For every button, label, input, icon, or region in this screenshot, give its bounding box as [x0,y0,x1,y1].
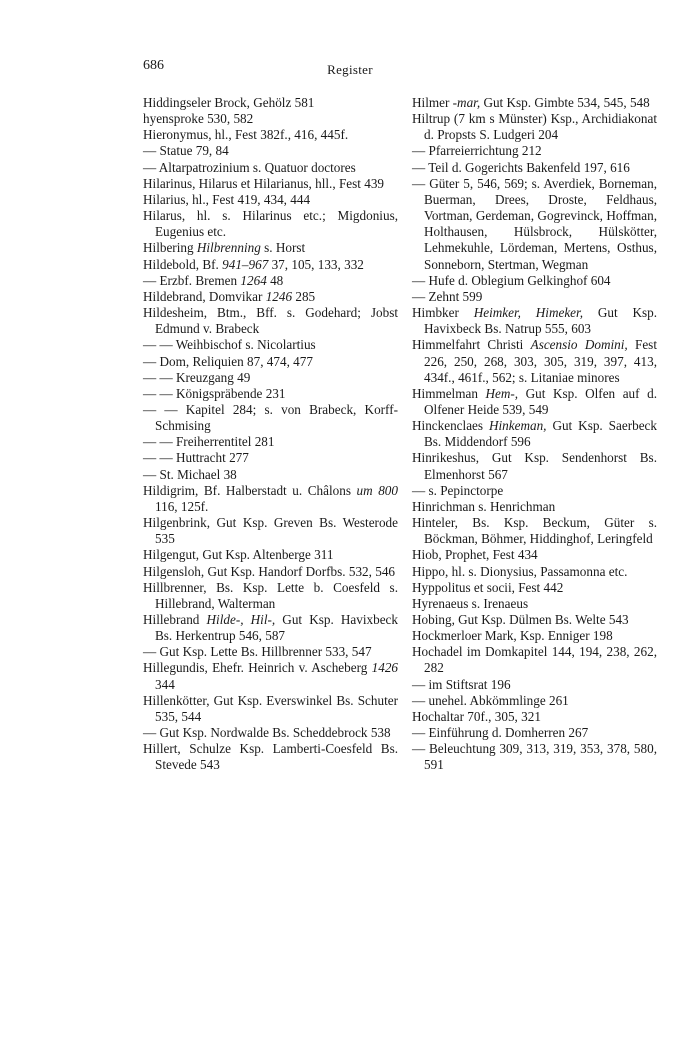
index-entry [412,709,657,725]
entry-text: Gut Ksp. Saerbeck Bs. Middendorf 596 [424,418,657,450]
page-number: 686 [143,58,164,73]
entry-text: — Güter 5, 546, 569; s. Averdiek, Borneman, Buerman, Drees, Droste, Feldhaus, Vortman, Gerdeman, Gogrevinck, Hoffman, Holthausen, Hülsbrock, Hülskötter, Lehmekuhle, Lördeman, Mertens, Osthus, Sonneborn, Stertman, Wegman [412,175,657,272]
entry-text: Gut Ksp. Havixbeck Bs. Natrup 555, 603 [424,305,657,337]
italic-term: 1426 [371,660,398,676]
index-entry [143,354,398,370]
entry-text: 48 [266,272,284,288]
index-entry [143,467,398,483]
entry-text: Gut Ksp. Olfen auf d. Olfener Heide 539, 549 [424,385,657,417]
index-entry [412,612,657,628]
italic-term: -mar, [452,95,481,110]
italic-term: Hem-, [485,385,519,401]
entry-text: Hiltrup (7 km s Münster) Ksp., Archidiakonat d. Propsts S. Ludgeri 204 [412,111,657,143]
italic-term: Ascensio Domini, [530,337,628,353]
index-entry [143,370,398,386]
entry-text: — — Königspräbende 231 [143,385,286,401]
index-entry [143,693,398,725]
index-entry [143,273,398,289]
entry-text: Hilarinus, Hilarus et Hilarianus, hll., Fest 439 [143,175,385,191]
index-entry [412,564,657,580]
entry-text: Hildigrim, Bf. Halberstadt u. Châlons [143,482,357,498]
entry-text: — Pfarreierrichtung 212 [412,143,542,159]
index-entry [412,628,657,644]
index-entry [143,580,398,612]
entry-text: Fest 226, 250, 268, 303, 305, 319, 397, 413, 434f., 461f., 562; s. Litaniae minores [424,337,657,385]
italic-term: Hinkeman, [488,418,547,434]
italic-term: 941–967 [222,256,269,272]
entry-text: — Hufe d. Oblegium Gelkinghof 604 [412,272,611,288]
index-entry [412,337,657,385]
index-entry [143,337,398,353]
entry-text: — Einführung d. Domherren 267 [412,725,589,741]
entry-text: — unehel. Abkömmlinge 261 [412,692,569,708]
italic-term: Hilde-, Hil-, [206,612,276,627]
index-entry [412,289,657,305]
entry-text: — — Weihbischof s. Nicolartius [143,337,316,353]
index-entry [412,693,657,709]
entry-text: — im Stiftsrat 196 [412,676,511,692]
index-entry [412,143,657,159]
entry-text: — Gut Ksp. Nordwalde Bs. Scheddebrock 538 [143,725,391,741]
entry-text: — Statue 79, 84 [143,143,229,159]
entry-text: — Teil d. Gogerichts Bakenfeld 197, 616 [412,159,630,175]
entry-text: Hochaltar 70f., 305, 321 [412,708,541,724]
entry-text: Hilmer [412,95,453,110]
index-entry [143,257,398,273]
italic-term: um 800 [356,482,398,498]
entry-text: Hinckenclaes [412,418,489,434]
entry-text: s. Horst [260,240,306,256]
entry-text: — Erzbf. Bremen [143,272,241,288]
entry-text: Hillenkötter, Gut Ksp. Everswinkel Bs. Schuter 535, 544 [143,692,398,724]
index-entry [412,483,657,499]
entry-text: Hildesheim, Btm., Bff. s. Godehard; Jobst Edmund v. Brabeck [143,305,398,337]
index-entry [143,111,398,127]
entry-text: Hiddingseler Brock, Gehölz 581 [143,95,315,110]
index-entry [143,127,398,143]
entry-text: Hilgensloh, Gut Ksp. Handorf Dorfbs. 532, 546 [143,563,396,579]
index-entry [412,499,657,515]
entry-text: Hippo, hl. s. Dionysius, Passamonna etc. [412,563,628,579]
entry-text: Himmelman [412,385,486,401]
entry-text: 116, 125f. [155,498,209,514]
index-entry [412,450,657,482]
entry-text: Hyppolitus et socii, Fest 442 [412,579,564,595]
entry-text: Hillbrenner, Bs. Ksp. Lette b. Coesfeld s. Hillebrand, Walterman [143,579,398,611]
entry-text: hyensproke 530, 582 [143,111,254,127]
index-entry [143,483,398,515]
italic-term: Heimker, Himeker, [473,305,584,321]
index-entry [412,273,657,289]
index-entry [143,160,398,176]
entry-text: Himmelfahrt Christi [412,337,531,353]
entry-text: Hillegundis, Ehefr. Heinrich v. Ascheberg [143,660,372,676]
index-entry [143,208,398,240]
index-entry [412,95,657,111]
entry-text: 344 [155,676,175,692]
entry-text: Hillert, Schulze Ksp. Lamberti-Coesfeld Bs. Stevede 543 [143,741,398,773]
entry-text: — — Kapitel 284; s. von Brabeck, Korff-Schmising [143,401,398,434]
entry-text: Hilbering [143,240,197,256]
entry-text: — St. Michael 38 [143,466,237,482]
entry-text: — — Kreuzgang 49 [143,369,251,385]
index-entry [412,160,657,176]
entry-text: Hinrichman s. Henrichman [412,498,556,514]
index-entry [143,612,398,644]
entry-text: Hildebold, Bf. [143,256,223,272]
entry-text: Hyrenaeus s. Irenaeus [412,595,529,611]
index-entry [412,580,657,596]
index-entry [412,305,657,337]
entry-text: — — Freiherrentitel 281 [143,434,275,450]
index-entry [143,176,398,192]
entry-text: Hieronymus, hl., Fest 382f., 416, 445f. [143,127,349,143]
index-entry [143,515,398,547]
index-entry [412,176,657,273]
index-entry [143,741,398,773]
page-header [0,58,700,82]
right-column [412,95,657,774]
entry-text: Gut Ksp. Havixbeck Bs. Herkentrup 546, 587 [155,612,399,644]
italic-term: 1264 [240,272,267,288]
entry-text: — Gut Ksp. Lette Bs. Hillbrenner 533, 547 [143,644,372,660]
entry-text: — Dom, Reliquien 87, 474, 477 [143,353,313,369]
index-entry [143,402,398,434]
entry-text: — Altarpatrozinium s. Quatuor doctores [143,159,356,175]
index-entry [143,289,398,305]
index-entry [412,111,657,143]
entry-text: Hinteler, Bs. Ksp. Beckum, Güter s. Böckman, Böhmer, Hiddinghof, Leringfeld [412,515,657,547]
index-entry [143,564,398,580]
entry-text: — s. Pepinctorpe [412,482,504,498]
entry-text: Hobing, Gut Ksp. Dülmen Bs. Welte 543 [412,612,629,627]
entry-text: Hochadel im Domkapitel 144, 194, 238, 262, 282 [412,644,657,676]
index-entry [143,660,398,692]
index-entry [143,95,398,111]
running-title: Register [327,62,373,77]
index-entry [412,644,657,676]
entry-text: Hockmerloer Mark, Ksp. Enniger 198 [412,628,613,644]
entry-text: — Beleuchtung 309, 313, 319, 353, 378, 580, 591 [412,741,657,773]
index-entry [143,450,398,466]
italic-term: Hilbrenning [196,240,261,256]
index-entry [412,725,657,741]
index-entry [143,143,398,159]
entry-text: Hilgengut, Gut Ksp. Altenberge 311 [143,547,334,563]
index-entry [143,386,398,402]
index-entry [412,677,657,693]
index-entry [412,418,657,450]
left-column [143,95,398,774]
index-entry [412,547,657,563]
index-entry [143,725,398,741]
index-entry [412,596,657,612]
index-entry [412,741,657,773]
index-entry [143,305,398,337]
entry-text: Hillebrand [143,612,207,627]
index-entry [143,192,398,208]
entry-text: — — Huttracht 277 [143,450,249,466]
index-entry [143,547,398,563]
entry-text: Himbker [412,305,474,321]
entry-text: Hilarus, hl. s. Hilarinus etc.; Migdonius, Eugenius etc. [143,208,398,240]
index-entry [412,515,657,547]
entry-text: — Zehnt 599 [412,288,483,304]
entry-text: Hildebrand, Domvikar [143,288,266,304]
entry-text: Hinrikeshus, Gut Ksp. Sendenhorst Bs. Elmenhorst 567 [412,450,657,482]
italic-term: 1246 [265,288,293,304]
index-entry [143,644,398,660]
index-entry [143,434,398,450]
entry-text: 285 [292,288,316,304]
entry-text: 37, 105, 133, 332 [268,256,364,272]
index-entry [143,240,398,256]
entry-text: Hilarius, hl., Fest 419, 434, 444 [143,191,311,207]
entry-text: Hilgenbrink, Gut Ksp. Greven Bs. Westerode 535 [143,515,398,547]
entry-text: Gut Ksp. Gimbte 534, 545, 548 [480,95,650,110]
entry-text: Hiob, Prophet, Fest 434 [412,547,538,563]
index-entry [412,386,657,418]
